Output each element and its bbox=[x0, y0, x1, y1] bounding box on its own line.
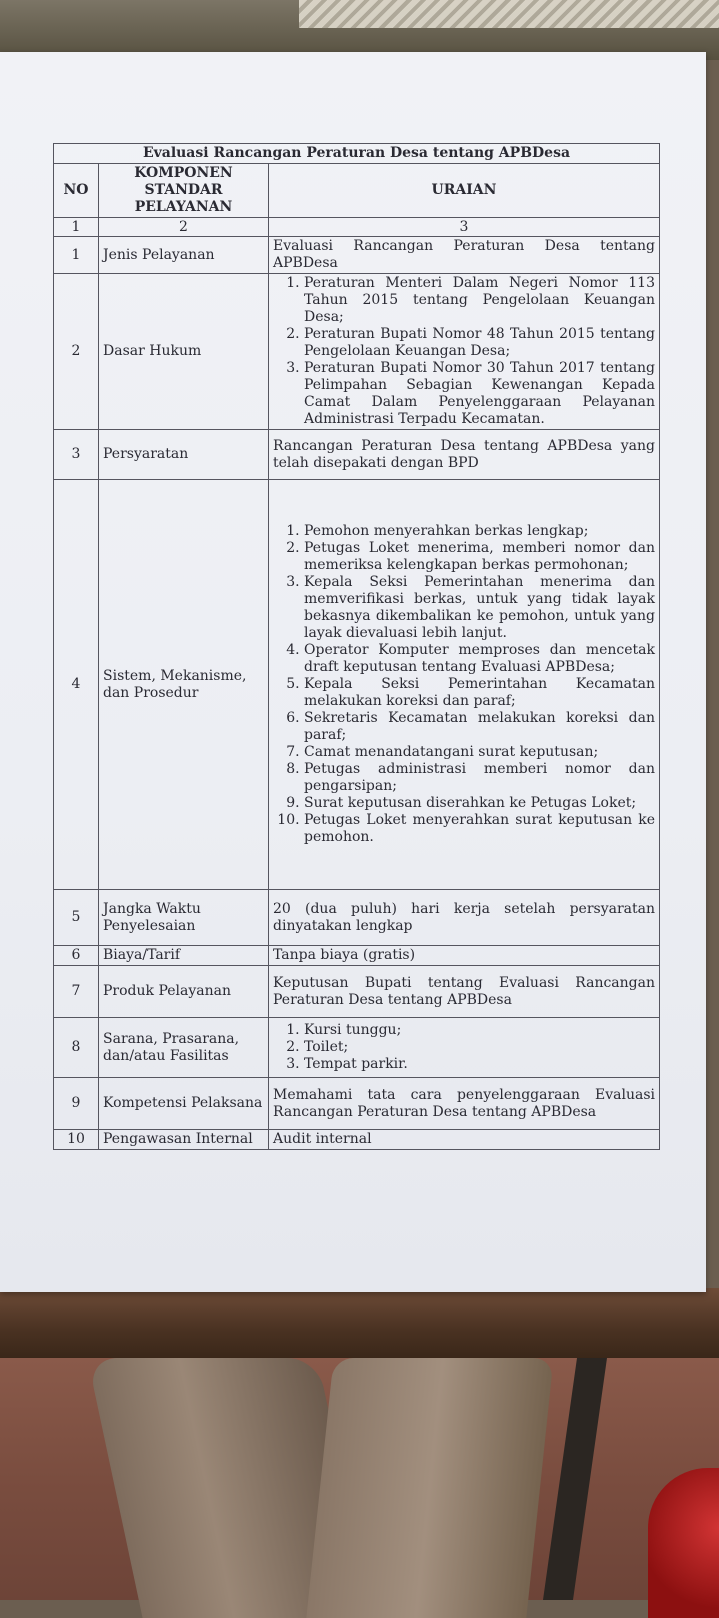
row-number: 6 bbox=[54, 946, 99, 966]
person-leg-right bbox=[306, 1358, 553, 1618]
row-component: Kompetensi Pelaksana bbox=[99, 1078, 269, 1130]
row-number: 4 bbox=[54, 480, 99, 890]
table-row bbox=[54, 1018, 660, 1078]
row-description bbox=[269, 1018, 660, 1078]
table-row bbox=[54, 480, 660, 890]
description-list bbox=[273, 275, 655, 428]
description-list-item: 5. Kepala Seksi Pemerintahan Kecamatan melakukan koreksi dan paraf; bbox=[304, 676, 655, 710]
wall-pattern bbox=[299, 0, 719, 28]
row-description: Evaluasi Rancangan Peraturan Desa tentang APBDesa bbox=[269, 237, 660, 274]
description-list-item: 2. Toilet; bbox=[304, 1039, 655, 1056]
row-description: Tanpa biaya (gratis) bbox=[269, 946, 660, 966]
description-list-item: 3. Kepala Seksi Pemerintahan menerima dan memverifikasi berkas, untuk yang tidak layak bekasnya dikembalikan ke pemohon, untuk yang layak dievaluasi lebih lanjut. bbox=[304, 574, 655, 642]
table-row bbox=[54, 1078, 660, 1130]
row-number: 5 bbox=[54, 890, 99, 946]
description-list-item: 1. Pemohon menyerahkan berkas lengkap; bbox=[304, 523, 655, 540]
row-number: 2 bbox=[54, 274, 99, 430]
row-description bbox=[269, 274, 660, 430]
description-list-item: 1. Kursi tunggu; bbox=[304, 1022, 655, 1039]
table-body bbox=[54, 237, 660, 1150]
row-description: Memahami tata cara penyelenggaraan Evaluasi Rancangan Peraturan Desa tentang APBDesa bbox=[269, 1078, 660, 1130]
row-component: Persyaratan bbox=[99, 430, 269, 480]
column-number: 3 bbox=[269, 218, 660, 237]
row-component: Produk Pelayanan bbox=[99, 966, 269, 1018]
table-row bbox=[54, 237, 660, 274]
table-row bbox=[54, 274, 660, 430]
description-list-item: 3. Peraturan Bupati Nomor 30 Tahun 2017 tentang Pelimpahan Sebagian Kewenangan Kepada Camat Dalam Penyelenggaraan Pelayanan Administrasi Terpadu Kecamatan. bbox=[304, 360, 655, 428]
description-list-item: 4. Operator Komputer memproses dan mencetak draft keputusan tentang Evaluasi APBDesa; bbox=[304, 642, 655, 676]
row-number: 7 bbox=[54, 966, 99, 1018]
description-list-item: 2. Petugas Loket menerima, memberi nomor dan memeriksa kelengkapan berkas permohonan; bbox=[304, 540, 655, 574]
description-list-item: 3. Tempat parkir. bbox=[304, 1056, 655, 1073]
row-number: 3 bbox=[54, 430, 99, 480]
table-row bbox=[54, 966, 660, 1018]
column-number: 2 bbox=[99, 218, 269, 237]
description-list-item: 9. Surat keputusan diserahkan ke Petugas Loket; bbox=[304, 795, 655, 812]
row-number: 1 bbox=[54, 237, 99, 274]
row-number: 10 bbox=[54, 1130, 99, 1150]
row-component: Biaya/Tarif bbox=[99, 946, 269, 966]
row-description: Rancangan Peraturan Desa tentang APBDesa yang telah disepakati dengan BPD bbox=[269, 430, 660, 480]
description-list bbox=[273, 1022, 655, 1073]
description-list bbox=[273, 523, 655, 846]
description-list-item: 2. Peraturan Bupati Nomor 48 Tahun 2015 tentang Pengelolaan Keuangan Desa; bbox=[304, 326, 655, 360]
table-title: Evaluasi Rancangan Peraturan Desa tentang APBDesa bbox=[54, 144, 660, 164]
header-component: KOMPONEN STANDAR PELAYANAN bbox=[99, 164, 269, 218]
row-component: Sarana, Prasarana, dan/atau Fasilitas bbox=[99, 1018, 269, 1078]
service-standard-table bbox=[53, 143, 660, 1150]
table-row bbox=[54, 430, 660, 480]
table-row bbox=[54, 1130, 660, 1150]
column-number: 1 bbox=[54, 218, 99, 237]
row-component: Jangka Waktu Penyelesaian bbox=[99, 890, 269, 946]
description-list-item: 6. Sekretaris Kecamatan melakukan koreksi dan paraf; bbox=[304, 710, 655, 744]
table-row bbox=[54, 946, 660, 966]
row-component: Jenis Pelayanan bbox=[99, 237, 269, 274]
description-list-item: 7. Camat menandatangani surat keputusan; bbox=[304, 744, 655, 761]
background-top bbox=[0, 0, 719, 60]
column-number-row bbox=[54, 218, 660, 237]
desk-edge bbox=[0, 1288, 719, 1358]
row-component: Dasar Hukum bbox=[99, 274, 269, 430]
header-description: URAIAN bbox=[269, 164, 660, 218]
table-row bbox=[54, 890, 660, 946]
description-list-item: 8. Petugas administrasi memberi nomor dan pengarsipan; bbox=[304, 761, 655, 795]
row-description bbox=[269, 480, 660, 890]
description-list-item: 1. Peraturan Menteri Dalam Negeri Nomor 113 Tahun 2015 tentang Pengelolaan Keuangan Desa; bbox=[304, 275, 655, 326]
row-description: Audit internal bbox=[269, 1130, 660, 1150]
description-list-item: 10. Petugas Loket menyerahkan surat keputusan ke pemohon. bbox=[304, 812, 655, 846]
row-description: 20 (dua puluh) hari kerja setelah persyaratan dinyatakan lengkap bbox=[269, 890, 660, 946]
header-no: NO bbox=[54, 164, 99, 218]
row-component: Sistem, Mekanisme, dan Prosedur bbox=[99, 480, 269, 890]
row-number: 9 bbox=[54, 1078, 99, 1130]
row-description: Keputusan Bupati tentang Evaluasi Rancangan Peraturan Desa tentang APBDesa bbox=[269, 966, 660, 1018]
row-component: Pengawasan Internal bbox=[99, 1130, 269, 1150]
row-number: 8 bbox=[54, 1018, 99, 1078]
